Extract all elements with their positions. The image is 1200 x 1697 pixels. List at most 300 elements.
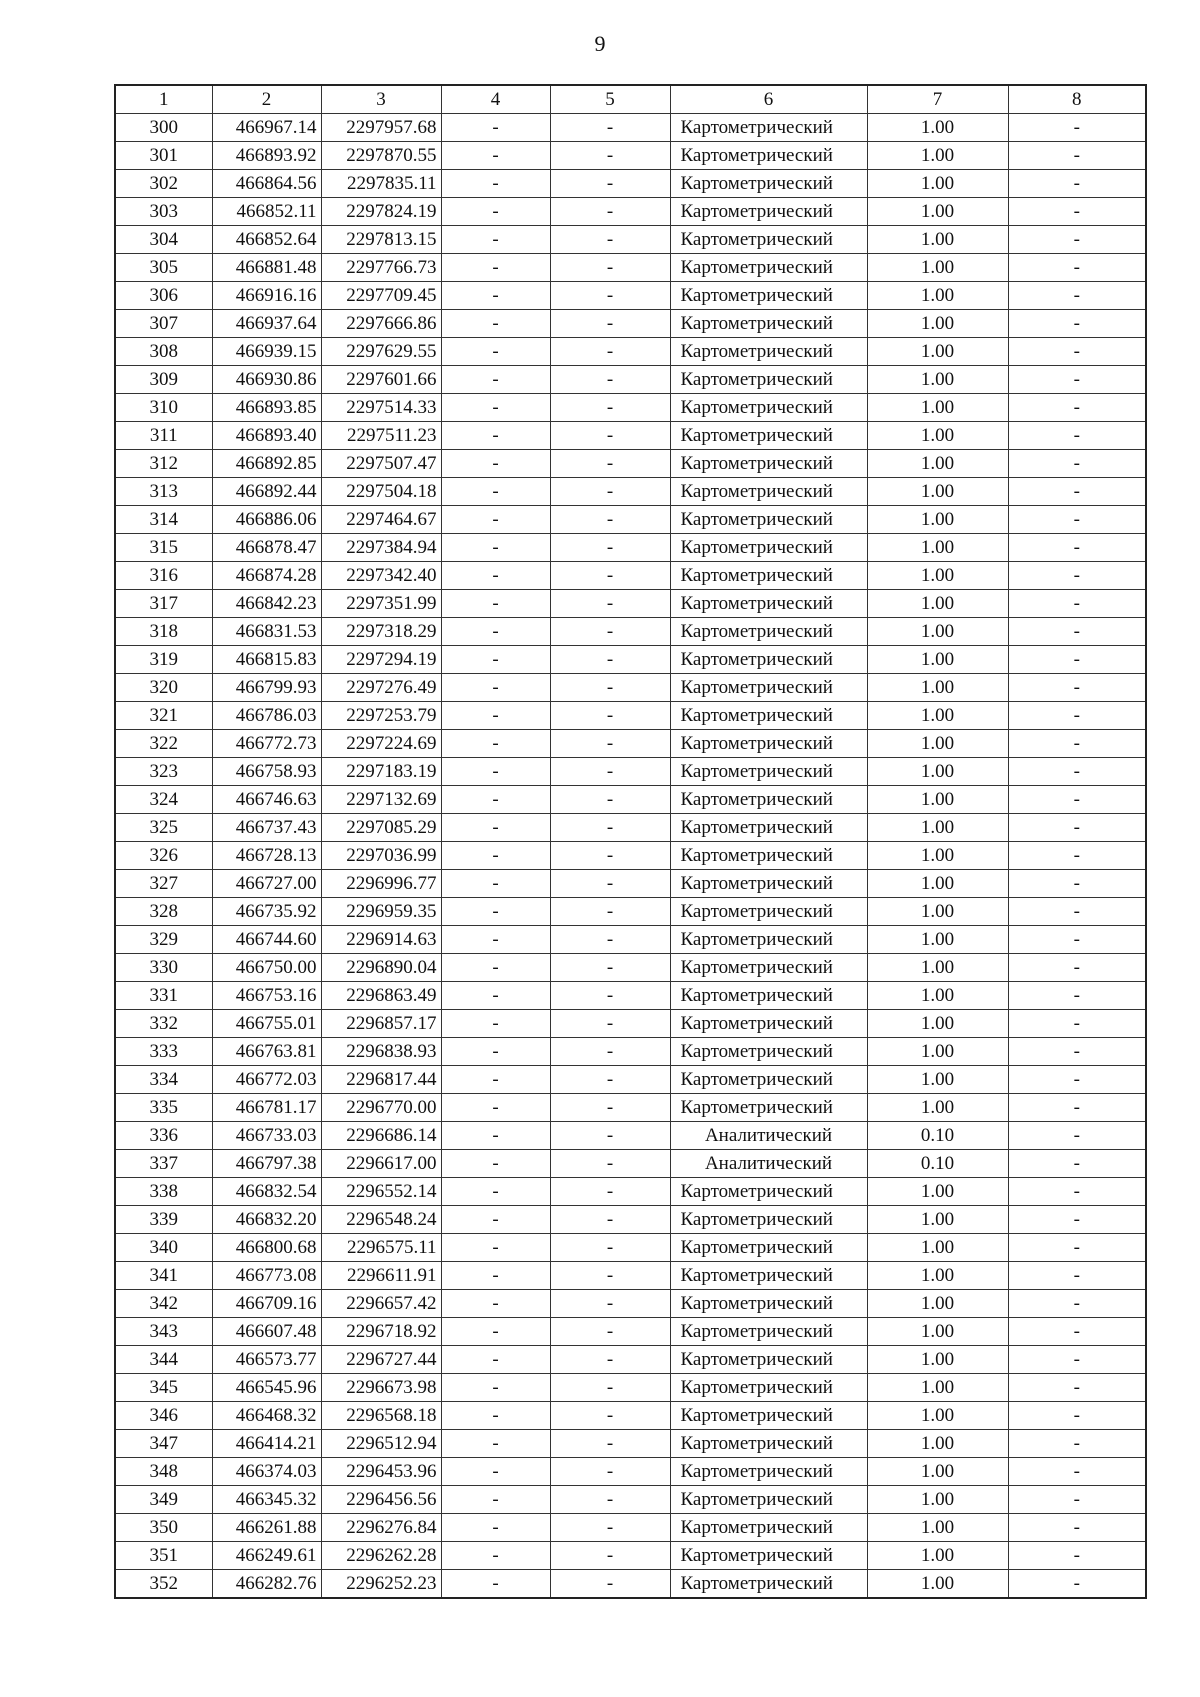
cell-col-5: - xyxy=(550,1570,670,1599)
table-row xyxy=(115,114,1146,142)
table-row xyxy=(115,1066,1146,1094)
cell-coord-x: 466893.40 xyxy=(212,422,321,450)
cell-col-8: - xyxy=(1008,1318,1146,1346)
column-header-2: 2 xyxy=(212,85,321,114)
cell-point-number: 324 xyxy=(115,786,212,814)
cell-point-number: 323 xyxy=(115,758,212,786)
cell-col-4: - xyxy=(441,1122,550,1150)
cell-col-5: - xyxy=(550,478,670,506)
cell-method: Картометрический xyxy=(670,114,867,142)
cell-coord-x: 466842.23 xyxy=(212,590,321,618)
cell-coord-x: 466750.00 xyxy=(212,954,321,982)
cell-method: Картометрический xyxy=(670,814,867,842)
cell-col-4: - xyxy=(441,198,550,226)
column-header-7: 7 xyxy=(867,85,1008,114)
column-header-3: 3 xyxy=(321,85,441,114)
cell-col-8: - xyxy=(1008,366,1146,394)
table-row xyxy=(115,1094,1146,1122)
cell-accuracy: 1.00 xyxy=(867,534,1008,562)
column-header-8: 8 xyxy=(1008,85,1146,114)
cell-col-4: - xyxy=(441,842,550,870)
cell-col-8: - xyxy=(1008,534,1146,562)
cell-method: Аналитический xyxy=(670,1150,867,1178)
cell-point-number: 311 xyxy=(115,422,212,450)
cell-accuracy: 1.00 xyxy=(867,422,1008,450)
cell-accuracy: 1.00 xyxy=(867,618,1008,646)
cell-accuracy: 1.00 xyxy=(867,1542,1008,1570)
cell-col-4: - xyxy=(441,758,550,786)
cell-method: Картометрический xyxy=(670,1234,867,1262)
cell-point-number: 347 xyxy=(115,1430,212,1458)
cell-col-4: - xyxy=(441,142,550,170)
cell-col-4: - xyxy=(441,422,550,450)
cell-coord-y: 2297514.33 xyxy=(321,394,441,422)
cell-col-5: - xyxy=(550,1178,670,1206)
cell-accuracy: 1.00 xyxy=(867,1402,1008,1430)
cell-coord-y: 2297342.40 xyxy=(321,562,441,590)
cell-col-5: - xyxy=(550,702,670,730)
cell-point-number: 325 xyxy=(115,814,212,842)
table-row xyxy=(115,562,1146,590)
cell-col-8: - xyxy=(1008,702,1146,730)
table-row xyxy=(115,282,1146,310)
table-row xyxy=(115,1430,1146,1458)
cell-col-4: - xyxy=(441,534,550,562)
cell-coord-x: 466573.77 xyxy=(212,1346,321,1374)
cell-coord-y: 2296611.91 xyxy=(321,1262,441,1290)
table-row xyxy=(115,254,1146,282)
cell-accuracy: 1.00 xyxy=(867,506,1008,534)
cell-accuracy: 1.00 xyxy=(867,1010,1008,1038)
cell-accuracy: 1.00 xyxy=(867,114,1008,142)
cell-method: Картометрический xyxy=(670,1458,867,1486)
cell-col-8: - xyxy=(1008,898,1146,926)
cell-coord-y: 2296817.44 xyxy=(321,1066,441,1094)
cell-point-number: 310 xyxy=(115,394,212,422)
cell-col-4: - xyxy=(441,478,550,506)
cell-point-number: 351 xyxy=(115,1542,212,1570)
cell-col-8: - xyxy=(1008,1038,1146,1066)
cell-point-number: 350 xyxy=(115,1514,212,1542)
cell-col-5: - xyxy=(550,1234,670,1262)
cell-coord-y: 2296657.42 xyxy=(321,1290,441,1318)
cell-coord-x: 466892.44 xyxy=(212,478,321,506)
cell-col-4: - xyxy=(441,170,550,198)
cell-col-5: - xyxy=(550,254,670,282)
cell-method: Картометрический xyxy=(670,1430,867,1458)
cell-col-4: - xyxy=(441,674,550,702)
cell-coord-y: 2296575.11 xyxy=(321,1234,441,1262)
table-row xyxy=(115,198,1146,226)
cell-coord-x: 466744.60 xyxy=(212,926,321,954)
cell-col-5: - xyxy=(550,1094,670,1122)
cell-accuracy: 1.00 xyxy=(867,394,1008,422)
cell-method: Картометрический xyxy=(670,226,867,254)
cell-coord-x: 466832.20 xyxy=(212,1206,321,1234)
cell-accuracy: 1.00 xyxy=(867,674,1008,702)
cell-col-4: - xyxy=(441,1514,550,1542)
cell-coord-y: 2297085.29 xyxy=(321,814,441,842)
cell-col-4: - xyxy=(441,366,550,394)
cell-accuracy: 1.00 xyxy=(867,170,1008,198)
cell-col-4: - xyxy=(441,1486,550,1514)
cell-point-number: 300 xyxy=(115,114,212,142)
cell-accuracy: 1.00 xyxy=(867,1178,1008,1206)
cell-coord-x: 466967.14 xyxy=(212,114,321,142)
cell-col-5: - xyxy=(550,870,670,898)
cell-col-4: - xyxy=(441,1290,550,1318)
cell-method: Картометрический xyxy=(670,870,867,898)
cell-coord-y: 2296718.92 xyxy=(321,1318,441,1346)
cell-col-5: - xyxy=(550,1374,670,1402)
cell-col-8: - xyxy=(1008,674,1146,702)
cell-coord-y: 2297384.94 xyxy=(321,534,441,562)
cell-accuracy: 1.00 xyxy=(867,226,1008,254)
cell-col-4: - xyxy=(441,394,550,422)
cell-point-number: 330 xyxy=(115,954,212,982)
cell-col-5: - xyxy=(550,1262,670,1290)
cell-point-number: 349 xyxy=(115,1486,212,1514)
cell-col-4: - xyxy=(441,1150,550,1178)
cell-method: Картометрический xyxy=(670,142,867,170)
cell-col-5: - xyxy=(550,114,670,142)
cell-coord-x: 466799.93 xyxy=(212,674,321,702)
cell-col-8: - xyxy=(1008,1094,1146,1122)
cell-col-5: - xyxy=(550,926,670,954)
cell-method: Картометрический xyxy=(670,1514,867,1542)
cell-point-number: 315 xyxy=(115,534,212,562)
cell-accuracy: 1.00 xyxy=(867,730,1008,758)
cell-coord-x: 466282.76 xyxy=(212,1570,321,1599)
cell-accuracy: 1.00 xyxy=(867,1430,1008,1458)
cell-accuracy: 1.00 xyxy=(867,310,1008,338)
cell-coord-y: 2297464.67 xyxy=(321,506,441,534)
cell-col-4: - xyxy=(441,898,550,926)
cell-col-5: - xyxy=(550,1038,670,1066)
cell-col-5: - xyxy=(550,1514,670,1542)
cell-accuracy: 1.00 xyxy=(867,898,1008,926)
cell-col-4: - xyxy=(441,282,550,310)
cell-col-5: - xyxy=(550,982,670,1010)
cell-accuracy: 1.00 xyxy=(867,1346,1008,1374)
cell-col-8: - xyxy=(1008,1542,1146,1570)
table-row xyxy=(115,1346,1146,1374)
cell-coord-x: 466781.17 xyxy=(212,1094,321,1122)
cell-method: Картометрический xyxy=(670,450,867,478)
cell-coord-x: 466249.61 xyxy=(212,1542,321,1570)
table-row xyxy=(115,1458,1146,1486)
table-row xyxy=(115,646,1146,674)
cell-col-4: - xyxy=(441,1570,550,1599)
cell-col-5: - xyxy=(550,1122,670,1150)
cell-method: Картометрический xyxy=(670,506,867,534)
cell-col-8: - xyxy=(1008,562,1146,590)
cell-coord-y: 2296686.14 xyxy=(321,1122,441,1150)
cell-col-8: - xyxy=(1008,282,1146,310)
cell-coord-x: 466735.92 xyxy=(212,898,321,926)
cell-accuracy: 0.10 xyxy=(867,1150,1008,1178)
cell-accuracy: 1.00 xyxy=(867,786,1008,814)
cell-coord-y: 2296914.63 xyxy=(321,926,441,954)
table-row xyxy=(115,1290,1146,1318)
cell-point-number: 345 xyxy=(115,1374,212,1402)
cell-accuracy: 1.00 xyxy=(867,198,1008,226)
cell-method: Картометрический xyxy=(670,310,867,338)
cell-coord-y: 2297601.66 xyxy=(321,366,441,394)
cell-method: Картометрический xyxy=(670,1374,867,1402)
cell-col-4: - xyxy=(441,954,550,982)
cell-point-number: 328 xyxy=(115,898,212,926)
cell-coord-y: 2296276.84 xyxy=(321,1514,441,1542)
cell-accuracy: 1.00 xyxy=(867,1234,1008,1262)
cell-method: Аналитический xyxy=(670,1122,867,1150)
cell-coord-y: 2296996.77 xyxy=(321,870,441,898)
cell-coord-y: 2296512.94 xyxy=(321,1430,441,1458)
table-row xyxy=(115,1010,1146,1038)
cell-col-5: - xyxy=(550,786,670,814)
cell-col-5: - xyxy=(550,1430,670,1458)
table-row xyxy=(115,954,1146,982)
cell-point-number: 331 xyxy=(115,982,212,1010)
cell-method: Картометрический xyxy=(670,982,867,1010)
cell-accuracy: 1.00 xyxy=(867,142,1008,170)
table-row xyxy=(115,338,1146,366)
cell-col-8: - xyxy=(1008,170,1146,198)
cell-coord-x: 466468.32 xyxy=(212,1402,321,1430)
table-row xyxy=(115,1570,1146,1599)
cell-coord-y: 2297957.68 xyxy=(321,114,441,142)
cell-coord-y: 2297507.47 xyxy=(321,450,441,478)
cell-col-5: - xyxy=(550,394,670,422)
cell-point-number: 303 xyxy=(115,198,212,226)
cell-method: Картометрический xyxy=(670,198,867,226)
cell-col-5: - xyxy=(550,450,670,478)
cell-col-8: - xyxy=(1008,478,1146,506)
cell-accuracy: 0.10 xyxy=(867,1122,1008,1150)
cell-point-number: 312 xyxy=(115,450,212,478)
table-row xyxy=(115,590,1146,618)
cell-method: Картометрический xyxy=(670,926,867,954)
cell-col-8: - xyxy=(1008,870,1146,898)
cell-coord-x: 466786.03 xyxy=(212,702,321,730)
cell-col-5: - xyxy=(550,898,670,926)
table-row xyxy=(115,366,1146,394)
cell-col-8: - xyxy=(1008,198,1146,226)
table-row xyxy=(115,422,1146,450)
cell-col-8: - xyxy=(1008,422,1146,450)
cell-accuracy: 1.00 xyxy=(867,1206,1008,1234)
cell-coord-x: 466852.11 xyxy=(212,198,321,226)
cell-point-number: 342 xyxy=(115,1290,212,1318)
cell-col-8: - xyxy=(1008,842,1146,870)
cell-coord-x: 466815.83 xyxy=(212,646,321,674)
cell-col-8: - xyxy=(1008,1458,1146,1486)
cell-accuracy: 1.00 xyxy=(867,478,1008,506)
cell-col-5: - xyxy=(550,422,670,450)
cell-point-number: 301 xyxy=(115,142,212,170)
cell-coord-x: 466709.16 xyxy=(212,1290,321,1318)
cell-col-8: - xyxy=(1008,1234,1146,1262)
cell-method: Картометрический xyxy=(670,534,867,562)
cell-accuracy: 1.00 xyxy=(867,1514,1008,1542)
cell-coord-y: 2297824.19 xyxy=(321,198,441,226)
cell-col-4: - xyxy=(441,702,550,730)
table-row xyxy=(115,618,1146,646)
cell-col-8: - xyxy=(1008,1290,1146,1318)
cell-point-number: 318 xyxy=(115,618,212,646)
cell-col-5: - xyxy=(550,506,670,534)
cell-coord-x: 466728.13 xyxy=(212,842,321,870)
cell-point-number: 320 xyxy=(115,674,212,702)
cell-accuracy: 1.00 xyxy=(867,954,1008,982)
cell-col-8: - xyxy=(1008,982,1146,1010)
cell-col-4: - xyxy=(441,1066,550,1094)
cell-point-number: 302 xyxy=(115,170,212,198)
table-row xyxy=(115,842,1146,870)
cell-coord-x: 466746.63 xyxy=(212,786,321,814)
cell-col-5: - xyxy=(550,730,670,758)
cell-col-8: - xyxy=(1008,1402,1146,1430)
cell-col-4: - xyxy=(441,562,550,590)
cell-coord-x: 466374.03 xyxy=(212,1458,321,1486)
cell-col-4: - xyxy=(441,254,550,282)
cell-method: Картометрический xyxy=(670,1206,867,1234)
table-row xyxy=(115,982,1146,1010)
table-row xyxy=(115,1374,1146,1402)
cell-coord-y: 2297813.15 xyxy=(321,226,441,254)
cell-col-5: - xyxy=(550,198,670,226)
cell-col-8: - xyxy=(1008,730,1146,758)
cell-method: Картометрический xyxy=(670,898,867,926)
cell-coord-x: 466881.48 xyxy=(212,254,321,282)
cell-point-number: 333 xyxy=(115,1038,212,1066)
cell-accuracy: 1.00 xyxy=(867,982,1008,1010)
cell-coord-y: 2297294.19 xyxy=(321,646,441,674)
cell-coord-y: 2296857.17 xyxy=(321,1010,441,1038)
cell-coord-x: 466930.86 xyxy=(212,366,321,394)
cell-accuracy: 1.00 xyxy=(867,1374,1008,1402)
cell-coord-y: 2297629.55 xyxy=(321,338,441,366)
cell-method: Картометрический xyxy=(670,1066,867,1094)
cell-col-4: - xyxy=(441,786,550,814)
cell-coord-x: 466737.43 xyxy=(212,814,321,842)
cell-col-5: - xyxy=(550,758,670,786)
cell-method: Картометрический xyxy=(670,758,867,786)
cell-coord-x: 466733.03 xyxy=(212,1122,321,1150)
cell-col-4: - xyxy=(441,450,550,478)
column-header-6: 6 xyxy=(670,85,867,114)
table-row xyxy=(115,534,1146,562)
table-row xyxy=(115,786,1146,814)
table-row xyxy=(115,702,1146,730)
cell-accuracy: 1.00 xyxy=(867,814,1008,842)
cell-col-8: - xyxy=(1008,338,1146,366)
cell-col-8: - xyxy=(1008,114,1146,142)
cell-method: Картометрический xyxy=(670,1178,867,1206)
cell-method: Картометрический xyxy=(670,366,867,394)
cell-accuracy: 1.00 xyxy=(867,1290,1008,1318)
cell-col-5: - xyxy=(550,674,670,702)
cell-method: Картометрический xyxy=(670,1318,867,1346)
cell-coord-y: 2296548.24 xyxy=(321,1206,441,1234)
cell-col-4: - xyxy=(441,814,550,842)
cell-col-5: - xyxy=(550,590,670,618)
column-header-5: 5 xyxy=(550,85,670,114)
cell-accuracy: 1.00 xyxy=(867,366,1008,394)
cell-col-4: - xyxy=(441,590,550,618)
cell-point-number: 348 xyxy=(115,1458,212,1486)
table-row xyxy=(115,394,1146,422)
cell-method: Картометрический xyxy=(670,618,867,646)
cell-col-5: - xyxy=(550,1402,670,1430)
cell-coord-x: 466753.16 xyxy=(212,982,321,1010)
cell-coord-x: 466261.88 xyxy=(212,1514,321,1542)
cell-coord-x: 466878.47 xyxy=(212,534,321,562)
cell-col-5: - xyxy=(550,562,670,590)
cell-col-4: - xyxy=(441,1038,550,1066)
cell-accuracy: 1.00 xyxy=(867,590,1008,618)
cell-col-4: - xyxy=(441,618,550,646)
cell-col-4: - xyxy=(441,114,550,142)
table-row xyxy=(115,1262,1146,1290)
cell-method: Картометрический xyxy=(670,1570,867,1599)
table-row xyxy=(115,142,1146,170)
cell-col-5: - xyxy=(550,142,670,170)
cell-col-4: - xyxy=(441,870,550,898)
cell-coord-x: 466345.32 xyxy=(212,1486,321,1514)
cell-point-number: 339 xyxy=(115,1206,212,1234)
cell-coord-y: 2297709.45 xyxy=(321,282,441,310)
table-header xyxy=(115,85,1146,114)
table-row xyxy=(115,1234,1146,1262)
cell-col-4: - xyxy=(441,926,550,954)
cell-col-8: - xyxy=(1008,254,1146,282)
cell-coord-y: 2297870.55 xyxy=(321,142,441,170)
cell-method: Картометрический xyxy=(670,1038,867,1066)
cell-coord-x: 466758.93 xyxy=(212,758,321,786)
cell-accuracy: 1.00 xyxy=(867,1318,1008,1346)
cell-col-5: - xyxy=(550,1318,670,1346)
cell-col-8: - xyxy=(1008,1570,1146,1599)
cell-coord-y: 2296453.96 xyxy=(321,1458,441,1486)
cell-col-4: - xyxy=(441,1402,550,1430)
cell-accuracy: 1.00 xyxy=(867,842,1008,870)
cell-coord-x: 466893.85 xyxy=(212,394,321,422)
cell-accuracy: 1.00 xyxy=(867,758,1008,786)
cell-coord-y: 2296890.04 xyxy=(321,954,441,982)
cell-col-8: - xyxy=(1008,450,1146,478)
cell-method: Картометрический xyxy=(670,1290,867,1318)
cell-col-8: - xyxy=(1008,142,1146,170)
cell-coord-x: 466893.92 xyxy=(212,142,321,170)
cell-point-number: 326 xyxy=(115,842,212,870)
table-row xyxy=(115,1206,1146,1234)
cell-col-4: - xyxy=(441,1262,550,1290)
cell-method: Картометрический xyxy=(670,842,867,870)
cell-col-8: - xyxy=(1008,1374,1146,1402)
table-row xyxy=(115,1542,1146,1570)
cell-point-number: 317 xyxy=(115,590,212,618)
cell-accuracy: 1.00 xyxy=(867,1262,1008,1290)
cell-col-8: - xyxy=(1008,1066,1146,1094)
cell-col-4: - xyxy=(441,1010,550,1038)
table-row xyxy=(115,1178,1146,1206)
cell-col-8: - xyxy=(1008,506,1146,534)
cell-col-5: - xyxy=(550,1290,670,1318)
cell-col-8: - xyxy=(1008,1514,1146,1542)
column-header-1: 1 xyxy=(115,85,212,114)
table-row xyxy=(115,310,1146,338)
